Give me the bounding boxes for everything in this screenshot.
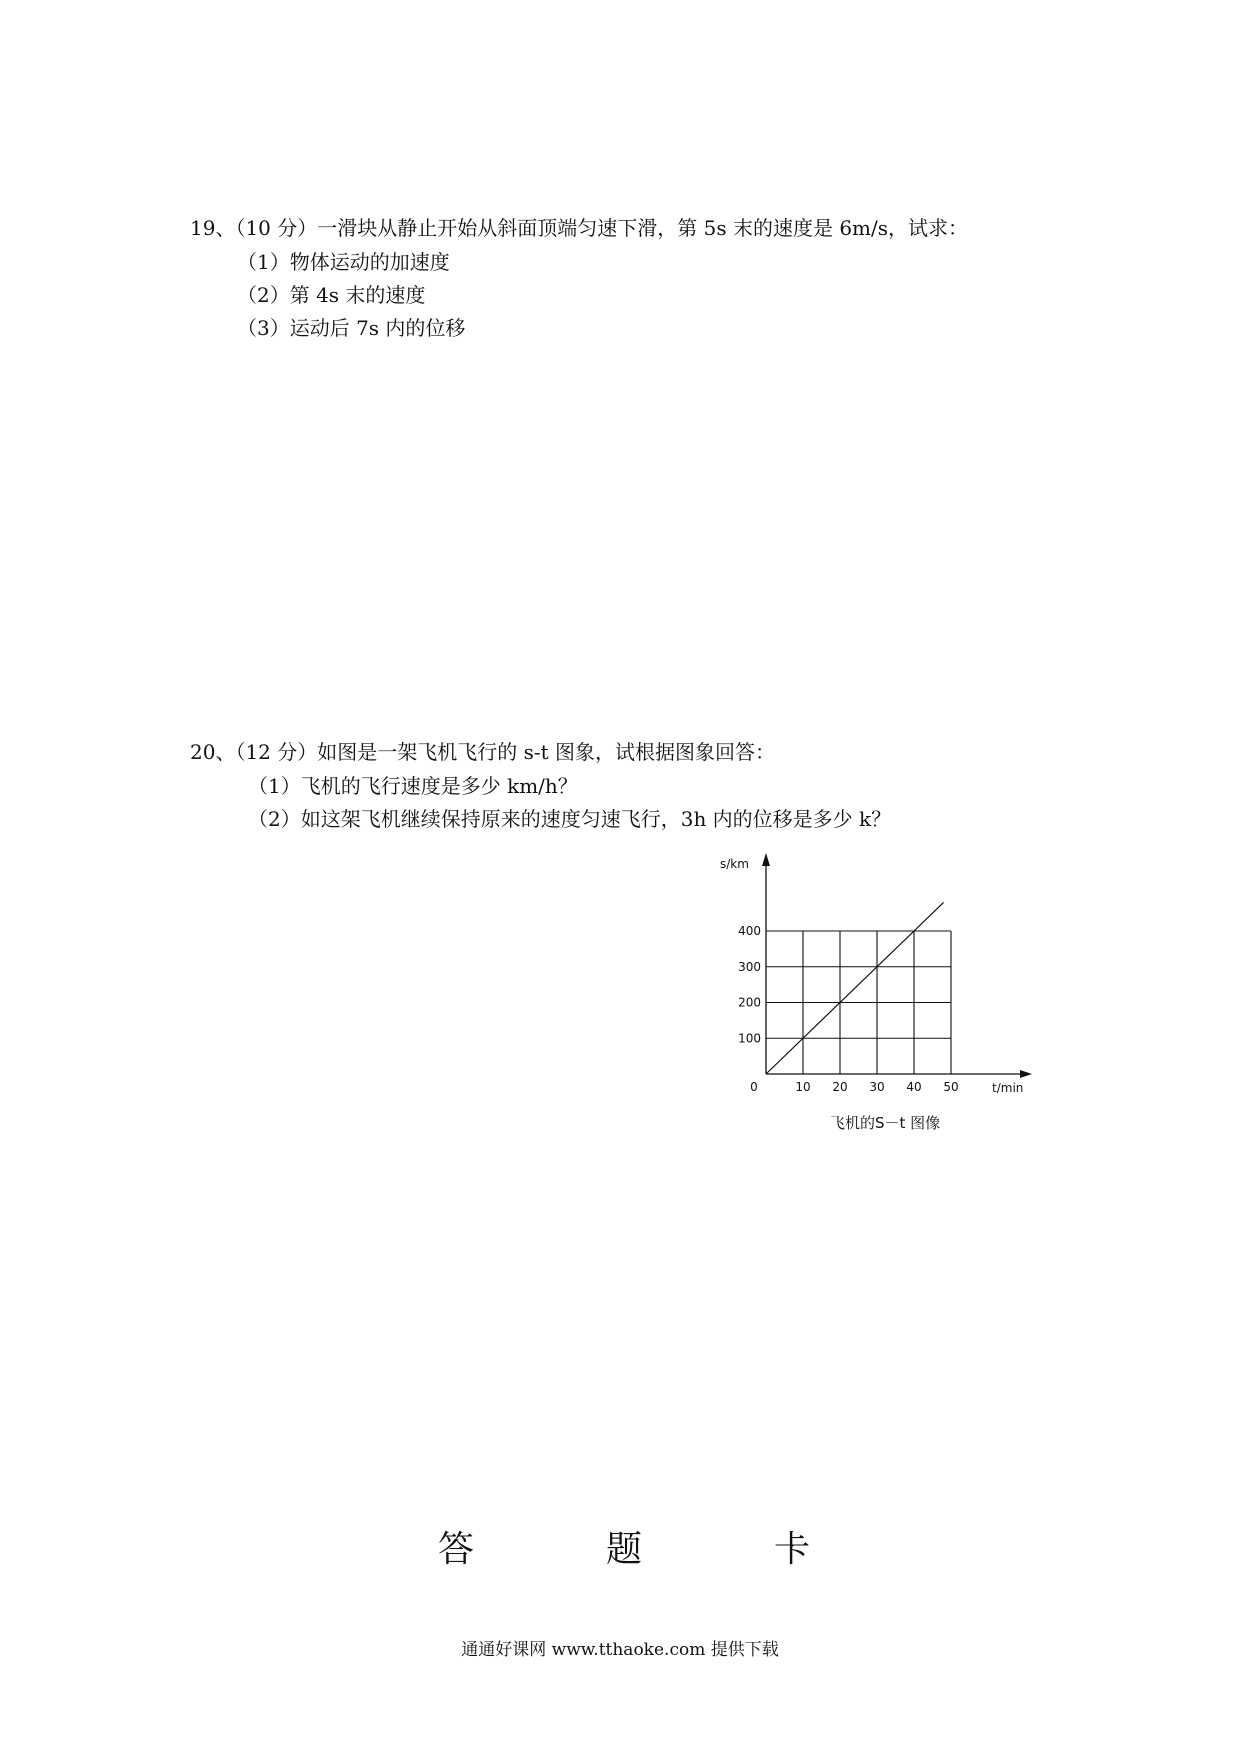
- y-axis-arrow: [762, 853, 770, 866]
- answer-card-char-2: 题: [606, 1529, 643, 1570]
- x-tick-label-10: 10: [795, 1080, 811, 1094]
- st-chart-svg: [700, 848, 1040, 1148]
- question-19-title: 19、（10 分）一滑块从静止开始从斜面顶端匀速下滑，第 5s 末的速度是 6m/s，试求：: [190, 216, 969, 240]
- y-tick-label-100: 100: [738, 1031, 761, 1046]
- x-tick-label-20: 20: [832, 1080, 848, 1094]
- chart-title: 飞机的S－t 图像: [830, 1114, 941, 1132]
- series-line-0: [766, 902, 944, 1074]
- x-axis-arrow: [1020, 1070, 1032, 1078]
- question-19-item-2: （2）第 4s 末的速度: [237, 283, 426, 307]
- question-19-item-3: （3）运动后 7s 内的位移: [237, 316, 466, 340]
- answer-card-char-3: 卡: [774, 1529, 811, 1570]
- x-tick-label-0: 0: [750, 1080, 758, 1094]
- chart-grid: [766, 931, 951, 1074]
- footer-source: 通通好课网 www.tthaoke.com 提供下载: [461, 1640, 779, 1660]
- y-tick-label-300: 300: [738, 959, 761, 974]
- question-20-title: 20、（12 分）如图是一架飞机飞行的 s-t 图象，试根据图象回答：: [190, 740, 776, 764]
- y-tick-label-200: 200: [738, 995, 761, 1010]
- x-tick-label-50: 50: [943, 1080, 959, 1094]
- question-20-item-2: （2）如这架飞机继续保持原来的速度匀速飞行，3h 内的位移是多少 k？: [248, 807, 892, 831]
- x-tick-label-30: 30: [869, 1080, 885, 1094]
- y-axis-label: s/km: [720, 857, 749, 871]
- question-20-item-1: （1）飞机的飞行速度是多少 km/h？: [248, 774, 578, 798]
- question-19-item-1: （1）物体运动的加速度: [237, 250, 450, 274]
- x-tick-label-40: 40: [906, 1080, 922, 1094]
- x-axis-label: t/min: [992, 1081, 1024, 1095]
- st-chart: [700, 848, 1040, 1148]
- y-tick-label-400: 400: [738, 924, 761, 938]
- chart-series: [766, 902, 944, 1074]
- answer-card-char-1: 答: [438, 1529, 475, 1570]
